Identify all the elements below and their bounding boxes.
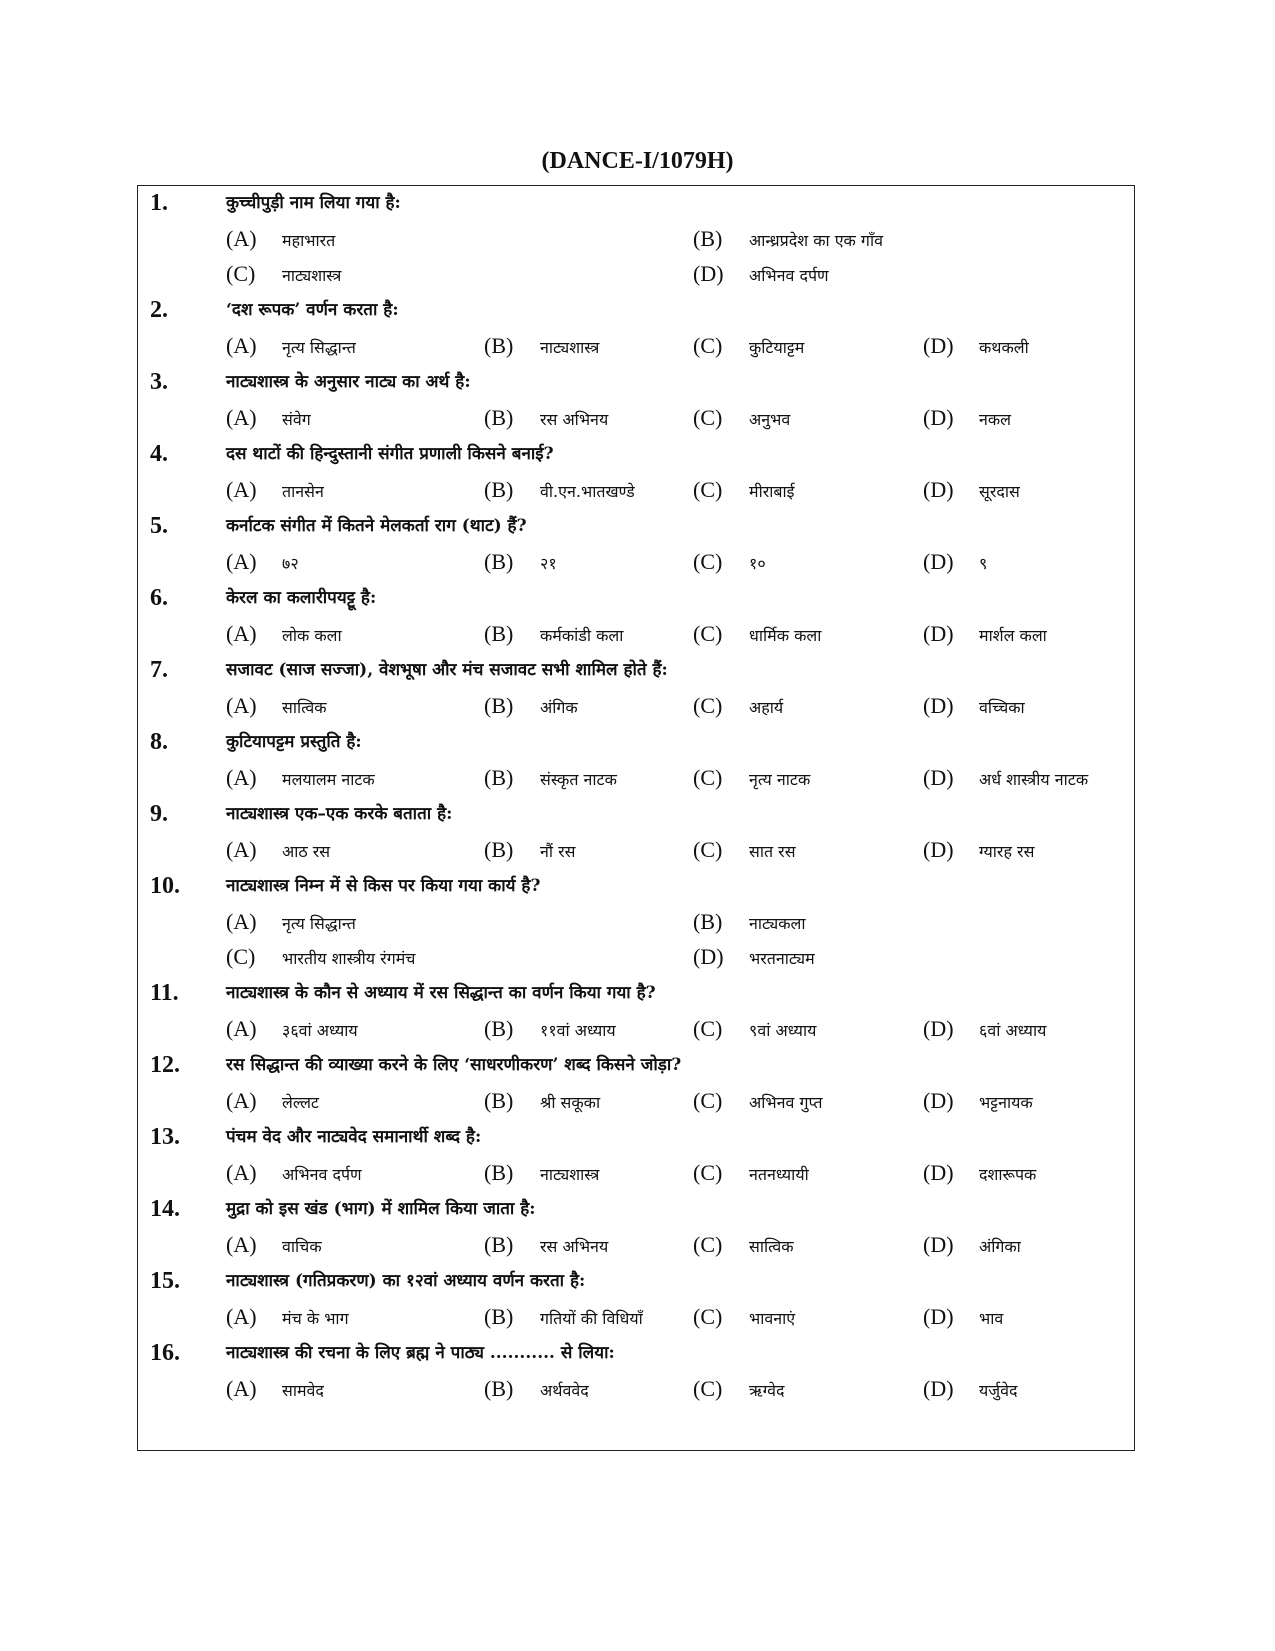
option-label: (A) — [226, 765, 257, 790]
option-label: (D) — [923, 1016, 954, 1041]
option-label: (A) — [226, 333, 257, 358]
question-text: मुद्रा को इस खंड (भाग) में शामिल किया जाता है: — [226, 1199, 536, 1219]
option-label: (C) — [226, 261, 256, 286]
question-text: कुटियापट्टम प्रस्तुति है: — [226, 732, 362, 752]
option-text: नाट्यकला — [749, 914, 806, 933]
option-b — [484, 1013, 616, 1047]
option-a — [226, 546, 299, 580]
option-text: लोक कला — [282, 626, 342, 645]
option-text: संस्कृत नाटक — [540, 770, 617, 789]
option-c — [693, 1013, 816, 1047]
question-number: 4. — [150, 441, 168, 467]
option-text: दशारूपक — [979, 1165, 1037, 1184]
option-label: (A) — [226, 693, 257, 718]
option-b — [484, 1229, 608, 1263]
option-c — [226, 258, 341, 292]
option-label: (A) — [226, 837, 257, 862]
question-number: 3. — [150, 369, 168, 395]
question-number: 5. — [150, 513, 168, 539]
option-a — [226, 1229, 322, 1263]
option-label: (B) — [484, 549, 514, 574]
option-text: तानसेन — [282, 482, 324, 501]
option-b — [484, 402, 608, 436]
option-label: (A) — [226, 1160, 257, 1185]
option-label: (C) — [693, 1160, 723, 1185]
option-d — [923, 762, 1088, 796]
option-text: मंच के भाग — [282, 1309, 349, 1328]
option-text: नाट्यशास्त्र — [540, 1165, 600, 1184]
option-b — [484, 834, 575, 868]
option-b — [484, 1157, 599, 1191]
option-a — [226, 1085, 319, 1119]
option-text: अभिनव गुप्त — [749, 1093, 823, 1112]
option-text: ११वां अध्याय — [540, 1021, 616, 1040]
option-label: (B) — [484, 477, 514, 502]
option-c — [693, 1301, 795, 1335]
option-a — [226, 1013, 358, 1047]
option-text: सूरदास — [979, 482, 1020, 501]
option-text: कथकली — [979, 338, 1029, 357]
option-text: अभिनव दर्पण — [282, 1165, 362, 1184]
paper-code-header: (DANCE-I/1079H) — [541, 148, 734, 174]
option-text: भाव — [979, 1309, 1004, 1328]
question-text: नाट्यशास्त्र के अनुसार नाट्य का अर्थ है: — [226, 372, 471, 392]
option-label: (A) — [226, 621, 257, 646]
option-label: (D) — [923, 1160, 954, 1185]
question-text: नाट्यशास्त्र की रचना के लिए ब्रह्म ने पाठ्य ........... से लिया: — [226, 1343, 615, 1363]
option-c — [693, 546, 766, 580]
option-text: ७२ — [282, 554, 299, 573]
option-text: भारतीय शास्त्रीय रंगमंच — [282, 949, 416, 968]
option-label: (B) — [484, 1016, 514, 1041]
option-text: ३६वां अध्याय — [282, 1021, 358, 1040]
option-text: अंगिका — [979, 1237, 1021, 1256]
option-label: (C) — [693, 765, 723, 790]
option-a — [226, 1157, 362, 1191]
option-label: (D) — [923, 405, 954, 430]
option-c — [693, 1229, 794, 1263]
option-text: सात्विक — [749, 1237, 794, 1256]
question-number: 15. — [150, 1268, 180, 1294]
question-number: 9. — [150, 801, 168, 827]
option-text: २१ — [540, 554, 557, 573]
question-number: 11. — [150, 980, 179, 1006]
option-text: नृत्य सिद्धान्त — [282, 914, 356, 933]
option-text: ऋग्वेद — [749, 1381, 785, 1400]
option-c — [693, 762, 810, 796]
option-d — [923, 690, 1025, 724]
option-label: (C) — [693, 549, 723, 574]
option-text: भट्टनायक — [979, 1093, 1033, 1112]
option-b — [484, 546, 557, 580]
option-label: (B) — [484, 1232, 514, 1257]
option-text: धार्मिक कला — [749, 626, 822, 645]
option-label: (D) — [923, 549, 954, 574]
option-label: (B) — [484, 333, 514, 358]
option-b — [484, 1373, 589, 1407]
option-c — [693, 1157, 809, 1191]
option-label: (B) — [484, 1088, 514, 1113]
option-text: ९वां अध्याय — [749, 1021, 817, 1040]
option-label: (B) — [484, 837, 514, 862]
questions-frame — [137, 185, 1135, 1451]
option-c — [693, 690, 783, 724]
option-text: नृत्य सिद्धान्त — [282, 338, 356, 357]
option-d — [923, 1301, 1003, 1335]
question-number: 12. — [150, 1052, 180, 1078]
option-a — [226, 906, 356, 940]
option-label: (A) — [226, 1376, 257, 1401]
option-text: नौं रस — [540, 842, 576, 861]
option-label: (D) — [693, 944, 724, 969]
option-a — [226, 1373, 324, 1407]
option-text: अंगिक — [540, 698, 578, 717]
option-label: (D) — [923, 1304, 954, 1329]
option-text: अभिनव दर्पण — [749, 266, 829, 285]
option-label: (A) — [226, 1232, 257, 1257]
question-number: 2. — [150, 297, 168, 323]
option-d — [923, 330, 1029, 364]
option-c — [693, 330, 804, 364]
option-a — [226, 690, 327, 724]
option-label: (A) — [226, 1016, 257, 1041]
option-text: रस अभिनय — [540, 1237, 609, 1256]
option-text: मार्शल कला — [979, 626, 1047, 645]
option-text: नाट्यशास्त्र — [540, 338, 600, 357]
question-text: कर्नाटक संगीत में कितने मेलकर्ता राग (थाट) हैं? — [226, 516, 527, 536]
option-text: अर्थववेद — [540, 1381, 589, 1400]
question-text: कुच्चीपुड़ी नाम लिया गया है: — [226, 193, 401, 213]
option-label: (C) — [226, 944, 256, 969]
option-text: ९ — [979, 554, 988, 573]
option-text: सात रस — [749, 842, 796, 861]
option-a — [226, 618, 342, 652]
option-a — [226, 834, 330, 868]
option-d — [923, 618, 1047, 652]
option-d — [923, 834, 1034, 868]
option-a — [226, 223, 335, 257]
option-text: लेल्लट — [282, 1093, 319, 1112]
option-a — [226, 1301, 349, 1335]
option-label: (C) — [693, 1088, 723, 1113]
option-label: (B) — [484, 765, 514, 790]
question-text: पंचम वेद और नाट्यवेद समानार्थी शब्द है: — [226, 1127, 482, 1147]
option-label: (B) — [484, 693, 514, 718]
option-label: (D) — [923, 621, 954, 646]
option-text: नतनध्यायी — [749, 1165, 809, 1184]
option-label: (A) — [226, 226, 257, 251]
option-d — [693, 258, 829, 292]
option-text: आन्ध्रप्रदेश का एक गाँव — [749, 231, 883, 250]
option-text: ग्यारह रस — [979, 842, 1035, 861]
option-text: १० — [749, 554, 766, 573]
question-text: नाट्यशास्त्र एक–एक करके बताता है: — [226, 804, 453, 824]
option-c — [226, 941, 415, 975]
option-label: (B) — [693, 909, 723, 934]
option-text: कर्मकांडी कला — [540, 626, 624, 645]
question-text: रस सिद्धान्त की व्याख्या करने के लिए ‘साधरणीकरण’ शब्द किसने जोड़ा? — [226, 1055, 682, 1075]
option-label: (A) — [226, 405, 257, 430]
option-label: (A) — [226, 909, 257, 934]
option-b — [693, 906, 806, 940]
option-label: (C) — [693, 1304, 723, 1329]
option-d — [923, 1085, 1033, 1119]
option-d — [923, 1013, 1046, 1047]
option-b — [484, 618, 623, 652]
option-d — [693, 941, 815, 975]
option-text: नकल — [979, 410, 1012, 429]
option-text: सात्विक — [282, 698, 327, 717]
option-text: श्री सकूका — [540, 1093, 601, 1112]
option-text: सामवेद — [282, 1381, 324, 1400]
question-text: सजावट (साज सज्जा), वेशभूषा और मंच सजावट सभी शामिल होते हैं: — [226, 660, 668, 680]
option-text: मीराबाई — [749, 482, 795, 501]
option-label: (C) — [693, 837, 723, 862]
option-b — [484, 1085, 600, 1119]
option-b — [484, 330, 599, 364]
option-label: (C) — [693, 621, 723, 646]
option-text: वाचिक — [282, 1237, 322, 1256]
option-label: (C) — [693, 1232, 723, 1257]
option-text: वच्चिका — [979, 698, 1025, 717]
option-text: गतियों की विधियाँ — [540, 1309, 643, 1328]
option-b — [484, 762, 617, 796]
option-b — [693, 223, 883, 257]
option-text: आठ रस — [282, 842, 331, 861]
option-d — [923, 474, 1020, 508]
option-c — [693, 402, 790, 436]
option-label: (C) — [693, 333, 723, 358]
option-c — [693, 834, 796, 868]
option-label: (A) — [226, 477, 257, 502]
question-text: नाट्यशास्त्र (गतिप्रकरण) का १२वां अध्याय वर्णन करता है: — [226, 1271, 586, 1291]
question-text: नाट्यशास्त्र के कौन से अध्याय में रस सिद्धान्त का वर्णन किया गया है? — [226, 983, 656, 1003]
option-text: अर्ध शास्त्रीय नाटक — [979, 770, 1089, 789]
option-d — [923, 1229, 1021, 1263]
question-number: 10. — [150, 873, 180, 899]
option-label: (D) — [923, 693, 954, 718]
question-number: 14. — [150, 1196, 180, 1222]
option-d — [923, 402, 1011, 436]
option-text: भावनाएं — [749, 1309, 796, 1328]
option-label: (B) — [484, 1160, 514, 1185]
option-d — [923, 546, 987, 580]
option-c — [693, 1085, 823, 1119]
option-text: अनुभव — [749, 410, 791, 429]
option-text: ६वां अध्याय — [979, 1021, 1047, 1040]
option-label: (B) — [693, 226, 723, 251]
option-text: नाट्यशास्त्र — [282, 266, 342, 285]
option-text: कुटियाट्टम — [749, 338, 805, 357]
option-text: नृत्य नाटक — [749, 770, 811, 789]
option-label: (C) — [693, 693, 723, 718]
option-text: मलयालम नाटक — [282, 770, 375, 789]
option-label: (A) — [226, 1304, 257, 1329]
option-label: (C) — [693, 477, 723, 502]
option-c — [693, 474, 795, 508]
option-label: (A) — [226, 549, 257, 574]
option-a — [226, 474, 324, 508]
option-label: (B) — [484, 1304, 514, 1329]
option-c — [693, 1373, 785, 1407]
option-b — [484, 474, 635, 508]
option-a — [226, 762, 375, 796]
option-d — [923, 1157, 1036, 1191]
option-text: संवेग — [282, 410, 311, 429]
option-b — [484, 690, 578, 724]
question-text: नाट्यशास्त्र निम्न में से किस पर किया गया कार्य है? — [226, 876, 541, 896]
option-label: (D) — [923, 1088, 954, 1113]
option-label: (D) — [923, 1376, 954, 1401]
question-number: 8. — [150, 729, 168, 755]
option-d — [923, 1373, 1018, 1407]
question-number: 16. — [150, 1340, 180, 1366]
option-label: (D) — [923, 1232, 954, 1257]
question-number: 13. — [150, 1124, 180, 1150]
question-text: ‘दश रूपक’ वर्णन करता है: — [226, 300, 399, 320]
option-label: (D) — [923, 333, 954, 358]
option-label: (B) — [484, 1376, 514, 1401]
question-text: केरल का कलारीपयट्टू है: — [226, 588, 377, 608]
question-number: 6. — [150, 585, 168, 611]
option-a — [226, 402, 311, 436]
option-label: (D) — [923, 837, 954, 862]
option-label: (A) — [226, 1088, 257, 1113]
option-text: वी.एन.भातखण्डे — [540, 482, 635, 501]
question-number: 1. — [150, 190, 168, 216]
option-label: (C) — [693, 1016, 723, 1041]
option-label: (D) — [923, 765, 954, 790]
question-number: 7. — [150, 657, 168, 683]
question-text: दस थाटों की हिन्दुस्तानी संगीत प्रणाली किसने बनाई? — [226, 444, 554, 464]
option-label: (C) — [693, 405, 723, 430]
option-b — [484, 1301, 643, 1335]
option-label: (D) — [693, 261, 724, 286]
option-c — [693, 618, 821, 652]
option-text: महाभारत — [282, 231, 336, 250]
option-a — [226, 330, 356, 364]
option-label: (D) — [923, 477, 954, 502]
option-label: (B) — [484, 621, 514, 646]
option-text: अहार्य — [749, 698, 784, 717]
option-label: (B) — [484, 405, 514, 430]
option-text: रस अभिनय — [540, 410, 609, 429]
option-text: भरतनाट्यम — [749, 949, 815, 968]
option-text: यर्जुवेद — [979, 1381, 1018, 1400]
option-label: (C) — [693, 1376, 723, 1401]
